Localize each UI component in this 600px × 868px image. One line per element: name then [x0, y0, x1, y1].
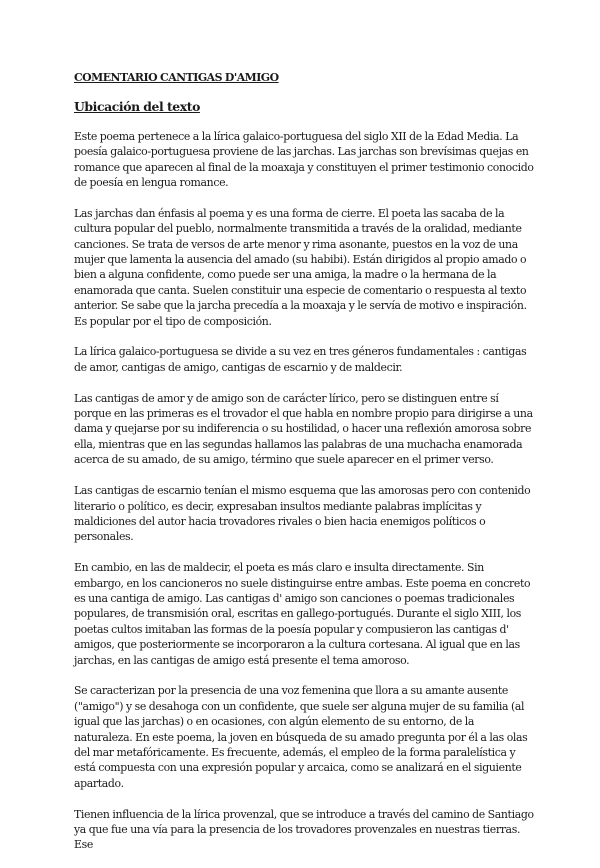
paragraph-1: Este poema pertenece a la lírica galaico-portuguesa del siglo XII de la Edad Media. La poesía galaico-portuguesa proviene de las jarchas. Las jarchas son brevísimas quejas en romance que aparecen al final de la moaxaja y constituyen el primer testimonio conocido de poesía en lengua romance.	[74, 129, 534, 190]
paragraph-2: Las jarchas dan énfasis al poema y es una forma de cierre. El poeta las sacaba de la cultura popular del pueblo, normalmente transmitida a través de la oralidad, mediante canciones. Se trata de versos de arte menor y rima asonante, puestos en la voz de una mujer que lamenta la ausencia del amado (su habibi). Están dirigidos al propio amado o bien a alguna confidente, como puede ser una amiga, la madre o la hermana de la enamorada que canta. Suelen constituir una especie de comentario o respuesta al texto anterior. Se sabe que la jarcha precedía a la moaxaja y le servía de motivo e inspiración. Es popular por el tipo de composición.	[74, 206, 527, 328]
document-page	[74, 70, 534, 868]
section-heading: Ubicación del texto	[74, 99, 200, 115]
paragraph-8: Tienen influencia de la lírica provenzal, que se introduce a través del camino de Santiago ya que fue una vía para la presencia de los trovadores provenzales en nuestras tierras. Ese	[74, 807, 534, 852]
paragraph-3: La lírica galaico-portuguesa se divide a su vez en tres géneros fundamentales : cantigas de amor, cantigas de amigo, cantigas de escarnio y de maldecir.	[74, 345, 527, 374]
paragraph-6: En cambio, en las de maldecir, el poeta es más claro e insulta directamente. Sin embargo, en los cancioneros no suele distinguirse entre ambas. Este poema en concreto es una cantiga de amigo. Las cantigas d' amigo son canciones o poemas tradicionales populares, de transmisión oral, escritas en gallego-portugués. Durante el siglo XIII, los poetas cultos imitaban las formas de la poesía popular y compusieron las cantigas d' amigos, que posteriormente se incorporaron a la cultura cortesana. Al igual que en las jarchas, en las cantigas de amigo está presente el tema amoroso.	[74, 561, 531, 667]
paragraph-5: Las cantigas de escarnio tenían el mismo esquema que las amorosas pero con contenido literario o político, es decir, expresaban insultos mediante palabras implícitas y maldiciones del autor hacia trovadores rivales o bien hacia enemigos políticos o personales.	[74, 484, 531, 544]
document-title: COMENTARIO CANTIGAS D'AMIGO	[74, 71, 279, 84]
paragraph-4: Las cantigas de amor y de amigo son de carácter lírico, pero se distinguen entre sí porque en las primeras es el trovador el que habla en nombre propio para dirigirse a una dama y quejarse por su indiferencia o su hostilidad, o hacer una reflexión amorosa sobre ella, mientras que en las segundas hallamos las palabras de una muchacha enamorada acerca de su amado, de su amigo, término que suele aparecer en el primer verso.	[74, 391, 533, 467]
paragraph-7: Se caracterizan por la presencia de una voz femenina que llora a su amante ausente ("amigo") y se desahoga con un confidente, que suele ser alguna mujer de su familia (al igual que las jarchas) o en ocasiones, con algún elemento de su entorno, de la naturaleza. En este poema, la joven en búsqueda de su amado pregunta por él a las olas del mar metafóricamente. Es frecuente, además, el empleo de la forma paralelística y está compuesta con una expresión popular y arcaica, como se analizará en el siguiente apartado.	[74, 684, 528, 790]
